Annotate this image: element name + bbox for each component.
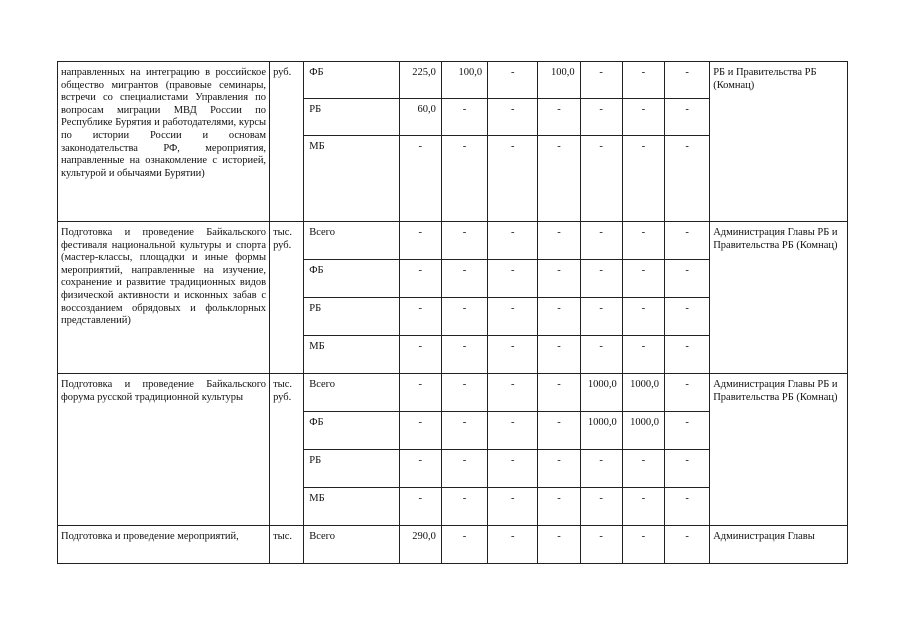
year-value-cell: -	[622, 488, 664, 526]
year-value-cell: -	[538, 412, 580, 450]
year-value-cell: -	[622, 336, 664, 374]
year-value-cell: -	[488, 298, 538, 336]
responsible-executor: Администрация Главы	[710, 526, 848, 564]
year-value-cell: -	[664, 450, 709, 488]
year-value-cell: -	[399, 260, 441, 298]
year-value-cell: -	[622, 298, 664, 336]
year-value-cell: -	[441, 298, 487, 336]
year-value-cell: -	[488, 260, 538, 298]
responsible-executor: Администрация Главы РБ и Правительства РБ (Комнац)	[710, 222, 848, 374]
year-value-cell: -	[399, 298, 441, 336]
year-value-cell: -	[664, 136, 709, 222]
year-value-cell: -	[580, 526, 622, 564]
responsible-executor: РБ и Правительства РБ (Комнац)	[710, 62, 848, 222]
year-value-cell: -	[441, 374, 487, 412]
year-value-cell: -	[538, 488, 580, 526]
year-value-cell: -	[488, 374, 538, 412]
year-value-cell: -	[664, 222, 709, 260]
year-value-cell: -	[441, 412, 487, 450]
year-value-cell: -	[488, 62, 538, 99]
program-unit: руб.	[270, 62, 304, 222]
year-value-cell: 60,0	[399, 99, 441, 136]
program-unit: тыс. руб.	[270, 374, 304, 526]
year-value-cell: -	[441, 136, 487, 222]
year-value-cell: 1000,0	[580, 412, 622, 450]
funding-source: ФБ	[304, 412, 399, 450]
year-value-cell: 225,0	[399, 62, 441, 99]
year-value-cell: -	[580, 99, 622, 136]
year-value-cell: -	[622, 99, 664, 136]
funding-source: РБ	[304, 99, 399, 136]
year-value-cell: -	[580, 336, 622, 374]
year-value-cell: -	[488, 99, 538, 136]
year-value-cell: -	[664, 62, 709, 99]
year-value-cell: -	[664, 526, 709, 564]
year-value-cell: -	[538, 526, 580, 564]
program-description: Подготовка и проведение Байкальского фестиваля национальной культуры и спорта (мастер-классы, площадки и иные формы мероприятий, направленные на изучение, сохранение и развитие традиционных видов физической активности и исконных забав с воссозданием обрядовых и фольклорных представлений)	[58, 222, 270, 374]
year-value-cell: -	[664, 412, 709, 450]
year-value-cell: -	[488, 336, 538, 374]
year-value-cell: -	[538, 298, 580, 336]
year-value-cell: 290,0	[399, 526, 441, 564]
year-value-cell: -	[664, 336, 709, 374]
year-value-cell: -	[441, 450, 487, 488]
budget-table	[57, 61, 848, 564]
table-row	[58, 374, 848, 412]
year-value-cell: -	[399, 136, 441, 222]
year-value-cell: -	[580, 136, 622, 222]
year-value-cell: 1000,0	[580, 374, 622, 412]
responsible-executor: Администрация Главы РБ и Правительства РБ (Комнац)	[710, 374, 848, 526]
year-value-cell: -	[441, 488, 487, 526]
year-value-cell: -	[399, 450, 441, 488]
year-value-cell: 100,0	[538, 62, 580, 99]
funding-source: ФБ	[304, 62, 399, 99]
year-value-cell: 1000,0	[622, 412, 664, 450]
year-value-cell: -	[580, 298, 622, 336]
funding-source: МБ	[304, 136, 399, 222]
year-value-cell: -	[399, 222, 441, 260]
year-value-cell: -	[488, 412, 538, 450]
year-value-cell: -	[538, 450, 580, 488]
year-value-cell: -	[580, 62, 622, 99]
year-value-cell: -	[622, 450, 664, 488]
year-value-cell: 1000,0	[622, 374, 664, 412]
program-description: Подготовка и проведение мероприятий,	[58, 526, 270, 564]
year-value-cell: -	[580, 222, 622, 260]
year-value-cell: -	[488, 488, 538, 526]
year-value-cell: -	[538, 260, 580, 298]
funding-source: РБ	[304, 450, 399, 488]
budget-table-body	[58, 62, 848, 564]
year-value-cell: -	[488, 450, 538, 488]
year-value-cell: -	[441, 336, 487, 374]
program-description: Подготовка и проведение Байкальского форума русской традиционной культуры	[58, 374, 270, 526]
year-value-cell: -	[622, 526, 664, 564]
year-value-cell: -	[441, 222, 487, 260]
year-value-cell: -	[441, 526, 487, 564]
year-value-cell: -	[399, 412, 441, 450]
year-value-cell: -	[488, 222, 538, 260]
year-value-cell: -	[441, 260, 487, 298]
year-value-cell: -	[664, 99, 709, 136]
year-value-cell: -	[580, 450, 622, 488]
funding-source: МБ	[304, 336, 399, 374]
year-value-cell: -	[622, 62, 664, 99]
year-value-cell: -	[538, 99, 580, 136]
year-value-cell: -	[399, 336, 441, 374]
funding-source: Всего	[304, 374, 399, 412]
year-value-cell: -	[622, 136, 664, 222]
year-value-cell: -	[538, 374, 580, 412]
year-value-cell: -	[622, 222, 664, 260]
year-value-cell: -	[664, 488, 709, 526]
funding-source: Всего	[304, 526, 399, 564]
year-value-cell: 100,0	[441, 62, 487, 99]
year-value-cell: -	[488, 526, 538, 564]
year-value-cell: -	[664, 298, 709, 336]
year-value-cell: -	[664, 260, 709, 298]
table-row	[58, 526, 848, 564]
year-value-cell: -	[580, 260, 622, 298]
funding-source: ФБ	[304, 260, 399, 298]
year-value-cell: -	[441, 99, 487, 136]
program-unit: тыс. руб.	[270, 222, 304, 374]
funding-source: РБ	[304, 298, 399, 336]
year-value-cell: -	[538, 136, 580, 222]
year-value-cell: -	[399, 374, 441, 412]
year-value-cell: -	[488, 136, 538, 222]
program-description: направленных на интеграцию в российское общество мигрантов (правовые семинары, встречи со специалистами Управления по вопросам миграции МВД России по Республике Бурятия и работодателями, курсы по истории России и основам законодательства РФ, мероприятия, направленные на ознакомление с историей, культурой и обычаями Бурятии)	[58, 62, 270, 222]
year-value-cell: -	[622, 260, 664, 298]
program-unit: тыс.	[270, 526, 304, 564]
year-value-cell: -	[580, 488, 622, 526]
funding-source: Всего	[304, 222, 399, 260]
table-row	[58, 62, 848, 99]
year-value-cell: -	[538, 222, 580, 260]
year-value-cell: -	[538, 336, 580, 374]
year-value-cell: -	[399, 488, 441, 526]
funding-source: МБ	[304, 488, 399, 526]
table-row	[58, 222, 848, 260]
year-value-cell: -	[664, 374, 709, 412]
